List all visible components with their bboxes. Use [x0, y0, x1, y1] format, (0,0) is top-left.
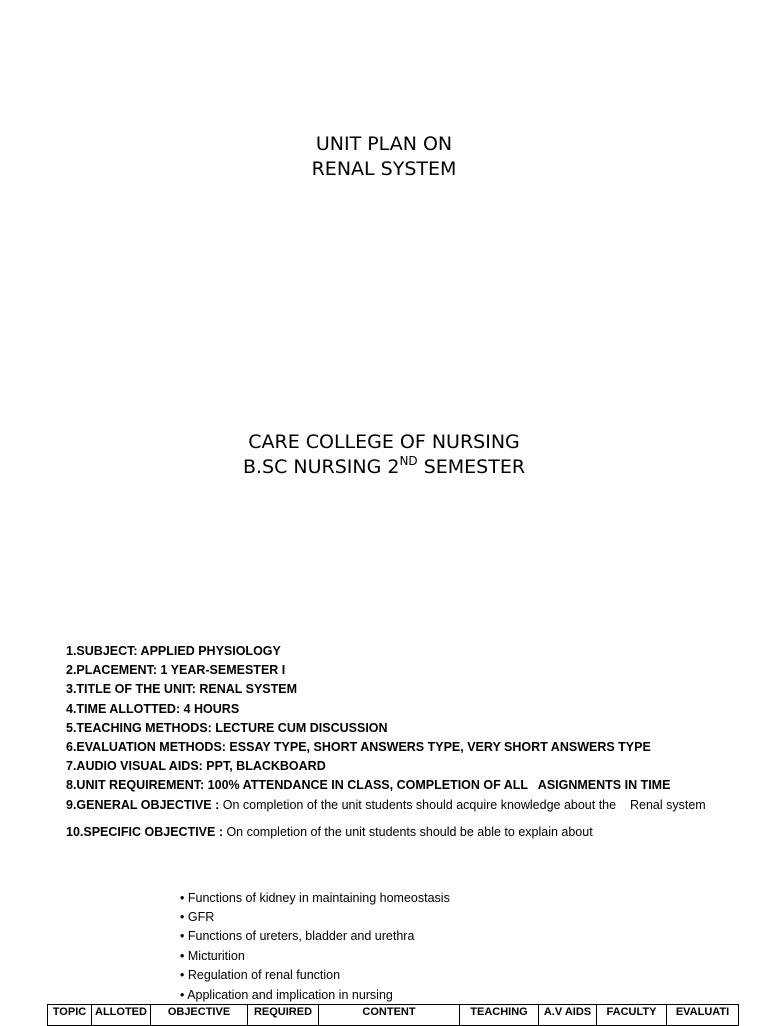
course-line — [0, 455, 768, 480]
unit-plan-title — [0, 132, 768, 182]
list-item: • Application and implication in nursing — [180, 988, 393, 1003]
header-topic: TOPIC — [48, 1005, 92, 1026]
list-item: • Micturition — [180, 948, 245, 963]
av-aids-line: 7.AUDIO VISUAL AIDS: PPT, BLACKBOARD — [66, 759, 326, 774]
header-required: REQUIRED — [248, 1005, 319, 1026]
course-prefix: B.SC NURSING 2 — [242, 456, 400, 478]
course-superscript: ND — [399, 454, 418, 468]
specific-objective-label: 10.SPECIFIC OBJECTIVE : — [66, 824, 223, 839]
bullet-icon: • — [180, 929, 185, 944]
course-suffix: SEMESTER — [417, 456, 526, 478]
header-evaluation: EVALUATI — [667, 1005, 739, 1026]
specific-objectives-list — [180, 889, 450, 1005]
bullet-icon: • — [180, 967, 185, 982]
unit-plan-table — [47, 1004, 739, 1026]
list-item: • Functions of kidney in maintaining homeostasis — [180, 891, 450, 905]
general-objective-label: 9.GENERAL OBJECTIVE : — [66, 797, 220, 812]
unit-requirement-line: 8.UNIT REQUIREMENT: 100% ATTENDANCE IN CLASS, COMPLETION OF ALL ASIGNMENTS IN TIME — [66, 778, 671, 793]
header-teaching: TEACHING — [460, 1005, 539, 1026]
list-item: • Regulation of renal function — [180, 967, 341, 982]
bullet-icon: • — [180, 891, 185, 905]
college-name: CARE COLLEGE OF NURSING — [248, 431, 520, 453]
teaching-methods-line: 5.TEACHING METHODS: LECTURE CUM DISCUSSION — [66, 720, 388, 735]
bullet-icon: • — [180, 988, 185, 1003]
time-line: 4.TIME ALLOTTED: 4 HOURS — [66, 701, 240, 716]
subject-line: 1.SUBJECT: APPLIED PHYSIOLOGY — [66, 644, 281, 658]
title-line-2: RENAL SYSTEM — [311, 158, 457, 180]
header-content: CONTENT — [319, 1005, 460, 1026]
bullet-icon: • — [180, 910, 185, 925]
specific-objective-text: On completion of the unit students should be able to explain about — [222, 824, 593, 839]
header-alloted: ALLOTED — [92, 1005, 151, 1026]
header-av-aids: A.V AIDS — [539, 1005, 597, 1026]
evaluation-methods-line: 6.EVALUATION METHODS: ESSAY TYPE, SHORT ANSWERS TYPE, VERY SHORT ANSWERS TYPE — [66, 740, 651, 755]
specific-objective — [66, 823, 706, 842]
unit-title-line: 3.TITLE OF THE UNIT: RENAL SYSTEM — [66, 682, 298, 697]
table-header-row — [48, 1005, 739, 1026]
title-line-1: UNIT PLAN ON — [315, 133, 453, 155]
header-objective: OBJECTIVE — [151, 1005, 248, 1026]
general-objective-text: On completion of the unit students should acquire knowledge about the Renal system — [219, 797, 706, 812]
header-faculty: FACULTY — [597, 1005, 667, 1026]
list-item: • GFR — [180, 910, 215, 925]
college-heading — [0, 430, 768, 480]
unit-details — [66, 642, 706, 842]
bullet-icon: • — [180, 948, 185, 963]
list-item: • Functions of ureters, bladder and urethra — [180, 929, 415, 944]
placement-line: 2.PLACEMENT: 1 YEAR-SEMESTER I — [66, 663, 286, 678]
general-objective — [66, 796, 706, 815]
